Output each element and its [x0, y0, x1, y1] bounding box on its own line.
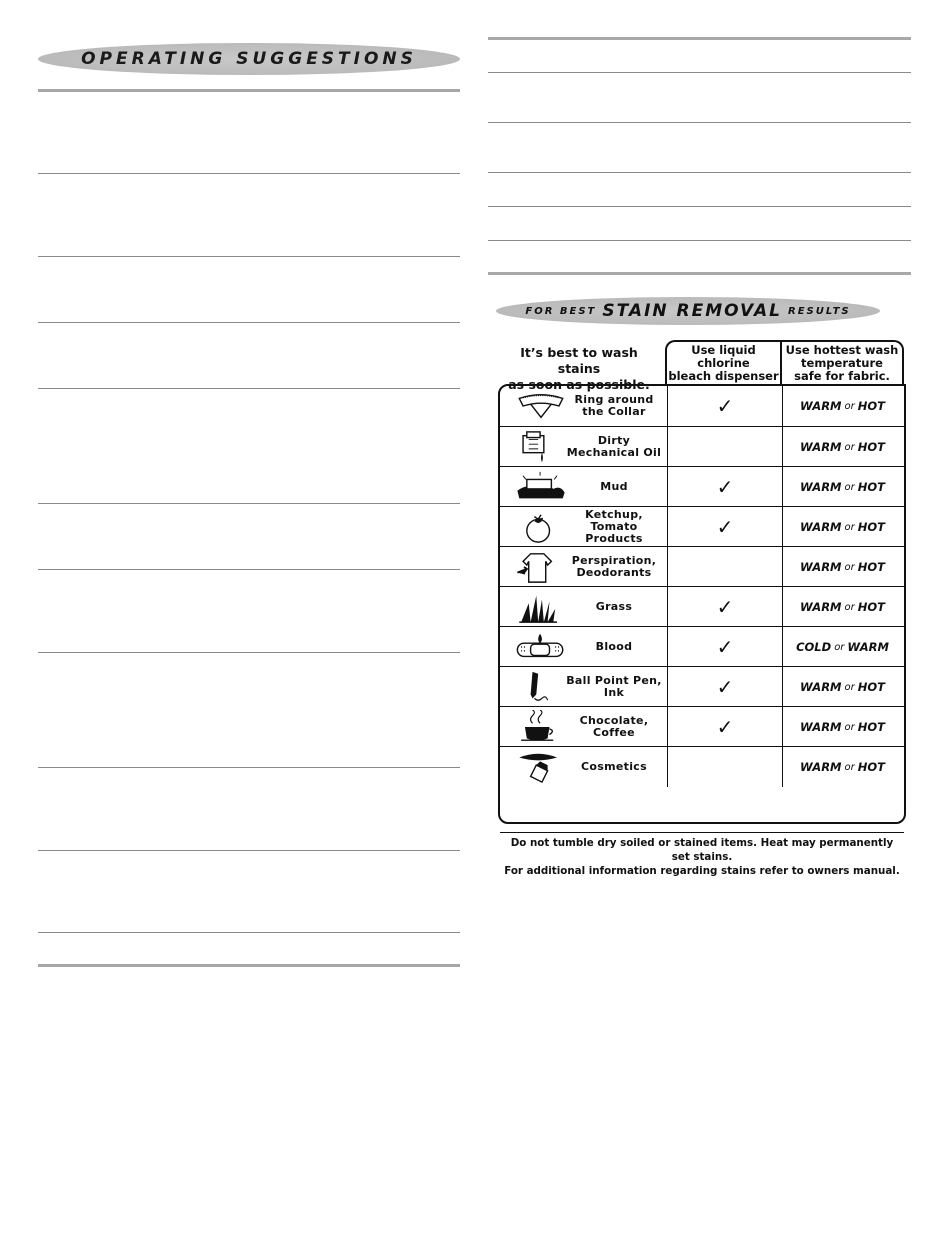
- divider: [38, 932, 460, 933]
- header-line: bleach dispenser: [668, 368, 779, 383]
- temp-low: WARM: [800, 600, 842, 614]
- table-footer: [500, 832, 904, 877]
- table-row: [500, 466, 904, 506]
- check-mark: ✓: [716, 635, 734, 659]
- divider: [488, 37, 911, 40]
- bleach-cell: [667, 667, 782, 707]
- intro-line: as soon as possible.: [508, 377, 650, 392]
- divider: [38, 850, 460, 851]
- operating-suggestions-banner: [38, 43, 460, 75]
- check-mark: ✓: [716, 515, 734, 539]
- temp-or: or: [844, 721, 855, 733]
- temp-low: WARM: [800, 680, 842, 694]
- temp-or: or: [844, 681, 855, 693]
- temp-high: HOT: [857, 560, 885, 574]
- divider: [38, 89, 460, 92]
- stain-name-line: Ball Point Pen,: [566, 674, 662, 687]
- stain-name: [560, 587, 668, 627]
- divider: [38, 503, 460, 504]
- divider: [38, 964, 460, 967]
- temp-high: HOT: [857, 720, 885, 734]
- table-row: [500, 426, 904, 466]
- banner-main: STAIN REMOVAL: [602, 301, 782, 321]
- stain-name-line: the Collar: [582, 405, 646, 418]
- banner-prefix: FOR BEST: [525, 305, 597, 317]
- temp-high: WARM: [847, 640, 889, 654]
- temp-or: or: [844, 561, 855, 573]
- table-row: [500, 506, 904, 546]
- stain-name: [560, 386, 668, 426]
- temp-or: or: [844, 400, 855, 412]
- temp-low: WARM: [800, 480, 842, 494]
- stain-name-line: Mechanical Oil: [566, 446, 662, 459]
- divider: [488, 206, 911, 207]
- bleach-cell: [667, 386, 782, 426]
- divider: [488, 272, 911, 275]
- stain-name-line: Perspiration,: [571, 554, 657, 567]
- stain-name-line: Deodorants: [576, 566, 652, 579]
- stain-name-line: Mud: [600, 480, 628, 493]
- stain-name: [560, 507, 668, 547]
- table-row: [500, 666, 904, 706]
- bleach-cell: [667, 627, 782, 667]
- table-row: [500, 386, 904, 426]
- temp-high: HOT: [857, 760, 885, 774]
- stain-name-line: Blood: [595, 640, 633, 653]
- intro-line: It’s best to wash stains: [520, 345, 638, 376]
- table-frame: [498, 384, 906, 877]
- check-mark: ✓: [716, 394, 734, 418]
- temperature-cell: [782, 667, 902, 707]
- stain-name: [560, 707, 668, 747]
- bleach-column-header: [665, 340, 782, 384]
- temp-or: or: [844, 761, 855, 773]
- temperature-cell: [782, 747, 902, 787]
- temp-high: HOT: [857, 399, 885, 413]
- stain-name-line: Dirty: [597, 434, 631, 447]
- divider: [488, 240, 911, 241]
- temperature-cell: [782, 507, 902, 547]
- temp-low: WARM: [800, 760, 842, 774]
- divider: [38, 569, 460, 570]
- temperature-cell: [782, 547, 902, 587]
- temp-low: WARM: [800, 560, 842, 574]
- stain-removal-banner: [496, 297, 880, 325]
- stain-name-line: Ink: [603, 686, 625, 699]
- temp-or: or: [844, 521, 855, 533]
- header-line: safe for fabric.: [794, 368, 890, 383]
- temp-high: HOT: [857, 680, 885, 694]
- check-mark: ✓: [716, 715, 734, 739]
- header-line: temperature: [801, 355, 883, 370]
- stain-name-line: Grass: [595, 600, 633, 613]
- temperature-cell: [782, 386, 902, 426]
- check-mark: ✓: [716, 475, 734, 499]
- temp-low: WARM: [800, 440, 842, 454]
- stain-name: [560, 747, 668, 787]
- stain-name-line: Ketchup,: [585, 508, 643, 521]
- divider: [488, 122, 911, 123]
- check-mark: ✓: [716, 595, 734, 619]
- stain-name: [560, 467, 668, 507]
- bleach-cell: [667, 427, 782, 467]
- temperature-cell: [782, 427, 902, 467]
- temp-high: HOT: [857, 520, 885, 534]
- divider: [488, 172, 911, 173]
- stain-name: [560, 627, 668, 667]
- stain-name: [560, 427, 668, 467]
- stain-name-line: Cosmetics: [581, 760, 647, 773]
- bleach-cell: [667, 467, 782, 507]
- divider: [38, 322, 460, 323]
- bleach-cell: [667, 747, 782, 787]
- temperature-cell: [782, 707, 902, 747]
- stain-name-line: Chocolate,: [579, 714, 649, 727]
- bleach-cell: [667, 587, 782, 627]
- footer-line: Do not tumble dry soiled or stained items. Heat may permanently set stains.: [510, 837, 894, 863]
- divider: [38, 256, 460, 257]
- operating-suggestions-title: OPERATING SUGGESTIONS: [81, 49, 417, 69]
- temperature-column-header: [780, 340, 904, 384]
- temp-low: WARM: [800, 520, 842, 534]
- temp-high: HOT: [857, 600, 885, 614]
- check-mark: ✓: [716, 675, 734, 699]
- footer-line: For additional information regarding stains refer to owners manual.: [504, 865, 900, 877]
- divider: [38, 173, 460, 174]
- table-row: [500, 626, 904, 666]
- temp-high: HOT: [857, 440, 885, 454]
- temp-low: WARM: [800, 399, 842, 413]
- divider: [488, 72, 911, 73]
- temp-or: or: [844, 601, 855, 613]
- table-row: [500, 746, 904, 786]
- table-row: [500, 586, 904, 626]
- bleach-cell: [667, 707, 782, 747]
- temp-low: WARM: [800, 720, 842, 734]
- stain-removal-table: [498, 340, 906, 877]
- temp-or: or: [844, 441, 855, 453]
- bleach-cell: [667, 507, 782, 547]
- temp-low: COLD: [796, 640, 832, 654]
- temperature-cell: [782, 627, 902, 667]
- header-line: Use liquid: [691, 342, 756, 357]
- table-row: [500, 706, 904, 746]
- divider: [38, 388, 460, 389]
- temperature-cell: [782, 587, 902, 627]
- temp-high: HOT: [857, 480, 885, 494]
- divider: [38, 652, 460, 653]
- header-line: chlorine: [697, 355, 750, 370]
- stain-name: [560, 667, 668, 707]
- divider: [38, 767, 460, 768]
- stain-name: [560, 547, 668, 587]
- temperature-cell: [782, 467, 902, 507]
- stain-name-line: Coffee: [593, 726, 635, 739]
- bleach-cell: [667, 547, 782, 587]
- temp-or: or: [834, 641, 845, 653]
- stain-name-line: Tomato Products: [585, 520, 643, 545]
- temp-or: or: [844, 481, 855, 493]
- stain-name-line: Ring around: [574, 393, 654, 406]
- table-row: [500, 546, 904, 586]
- banner-suffix: RESULTS: [788, 305, 851, 317]
- header-line: Use hottest wash: [785, 342, 899, 357]
